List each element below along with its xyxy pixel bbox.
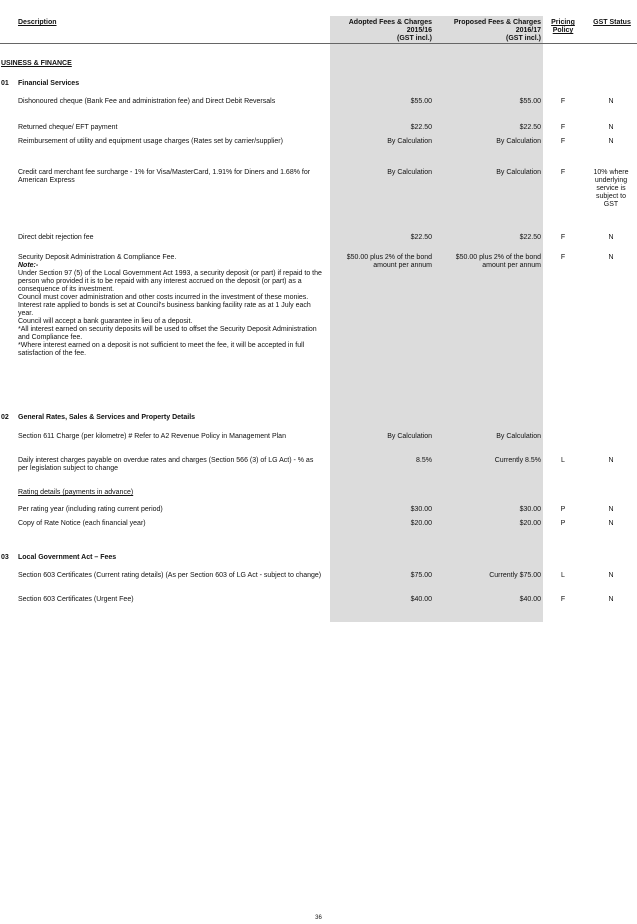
section-01-title: Financial Services [18,80,80,87]
header-description: Description [18,19,57,26]
row-adopted-fee: By Calculation [387,138,432,145]
row-adopted-fee: $20.00 [410,520,432,527]
note-line: *All interest earned on security deposits will be used to offset the Security Deposit Administration and Compliance fee. [18,326,317,341]
row-adopted-fee: $50.00 plus 2% of the bond amount per annum [346,254,432,269]
row-pricing-policy: F [560,169,566,176]
header-divider [0,43,637,44]
row-proposed-fee: By Calculation [496,433,541,440]
row-adopted-fee: $75.00 [410,572,432,579]
row-gst-status: N [608,124,614,131]
row-subheading: Rating details (payments in advance) [18,489,134,496]
row-proposed-fee: $20.00 [519,520,541,527]
row-description: Returned cheque/ EFT payment [18,124,118,131]
row-pricing-policy: F [560,98,566,105]
row-proposed-fee: $50.00 plus 2% of the bond amount per annum [455,254,541,269]
row-gst-status: 10% where underlying service is subject to GST [593,169,629,208]
row-description: Per rating year (including rating current period) [18,506,163,513]
row-proposed-fee: By Calculation [496,138,541,145]
header-adopted-line1: Adopted Fees & Charges [348,19,432,26]
note-line: Under Section 97 (5) of the Local Government Act 1993, a security deposit (or part) if repaid to the person who provided it is to be repaid with any interest accrued on the deposit (or part) as a consequence of its investment. [18,270,322,293]
header-adopted-line3: (GST incl.) [397,35,432,42]
row-pricing-policy: F [560,124,566,131]
row-adopted-fee: 8.5% [416,457,432,464]
header-pricing-line1: Pricing [551,19,575,26]
row-description: Direct debit rejection fee [18,234,94,241]
row-gst-status: N [608,254,614,261]
row-gst-status: N [608,98,614,105]
row-description: Section 603 Certificates (Urgent Fee) [18,596,134,603]
row-description: Daily interest charges payable on overdue rates and charges (Section 566 (3) of LG Act) - % as per legislation subject to change [18,457,314,472]
row-proposed-fee: By Calculation [496,169,541,176]
row-description [18,254,324,358]
row-description: Section 611 Charge (per kilometre) # Refer to A2 Revenue Policy in Management Plan [18,433,286,440]
header-proposed-line1: Proposed Fees & Charges [453,19,541,26]
note-line: Council will accept a bank guarantee in lieu of a deposit. [18,318,193,325]
row-proposed-fee: Currently $75.00 [489,572,541,579]
row-adopted-fee: $40.00 [410,596,432,603]
adopted-proposed-column-shading [330,16,543,622]
header-proposed-line2: 2016/17 [515,27,541,34]
header-adopted-line2: 2015/16 [406,27,432,34]
row-description: Credit card merchant fee surcharge - 1% for Visa/MasterCard, 1.91% for Diners and 1.68% for American Express [18,169,311,184]
header-proposed-line3: (GST incl.) [506,35,541,42]
row-gst-status: N [608,572,614,579]
row-description: Copy of Rate Notice (each financial year) [18,520,146,527]
row-pricing-policy: F [560,234,566,241]
row-pricing-policy: F [560,596,566,603]
row-gst-status: N [608,520,614,527]
section-01-number: 01 [1,80,9,87]
note-line: Interest rate applied to bonds is set at Council's business banking facility rate as at 1 July each year. [18,302,311,317]
section-03-number: 03 [1,554,9,561]
row-gst-status: N [608,596,614,603]
header-gst-status: GST Status [593,19,631,26]
note-line: *Where interest earned on a deposit is not sufficient to meet the fee, it will be accepted in full satisfaction of the fee. [18,342,305,357]
section-02-title: General Rates, Sales & Services and Property Details [18,414,196,421]
header-pricing-line2: Policy [552,27,574,34]
row-adopted-fee: $55.00 [410,98,432,105]
row-proposed-fee: $22.50 [519,124,541,131]
row-adopted-fee: By Calculation [387,169,432,176]
note-line: Council must cover administration and other costs incurred in the investment of these monies. [18,294,309,301]
row-proposed-fee: $55.00 [519,98,541,105]
header-adopted [333,19,432,43]
row-description: Section 603 Certificates (Current rating details) (As per Section 603 of LG Act - subject to change) [18,572,322,579]
row-gst-status: N [608,138,614,145]
row-adopted-fee: $22.50 [410,234,432,241]
row-pricing-policy: P [560,506,566,513]
page-number: 36 [315,915,322,921]
row-pricing-policy: L [561,572,565,579]
header-pricing-policy [548,19,578,35]
row-proposed-fee: $30.00 [519,506,541,513]
row-pricing-policy: F [560,254,566,261]
row-adopted-fee: $30.00 [410,506,432,513]
section-03-title: Local Government Act – Fees [18,554,117,561]
row-gst-status: N [608,457,614,464]
note-label: Note:- [18,262,39,269]
row-pricing-policy: F [560,138,566,145]
row-pricing-policy: P [560,520,566,527]
row-proposed-fee: Currently 8.5% [494,457,541,464]
row-adopted-fee: $22.50 [410,124,432,131]
row-pricing-policy: L [561,457,565,464]
section-02-number: 02 [1,414,9,421]
row-proposed-fee: $40.00 [519,596,541,603]
row-proposed-fee: $22.50 [519,234,541,241]
row-description: Dishonoured cheque (Bank Fee and administration fee) and Direct Debit Reversals [18,98,276,105]
row-adopted-fee: By Calculation [387,433,432,440]
header-proposed [436,19,541,43]
row-description: Reimbursement of utility and equipment usage charges (Rates set by carrier/supplier) [18,138,283,145]
division-title: USINESS & FINANCE [1,60,72,67]
row-gst-status: N [608,234,614,241]
row-gst-status: N [608,506,614,513]
row-description-title: Security Deposit Administration & Compliance Fee. [18,254,177,261]
